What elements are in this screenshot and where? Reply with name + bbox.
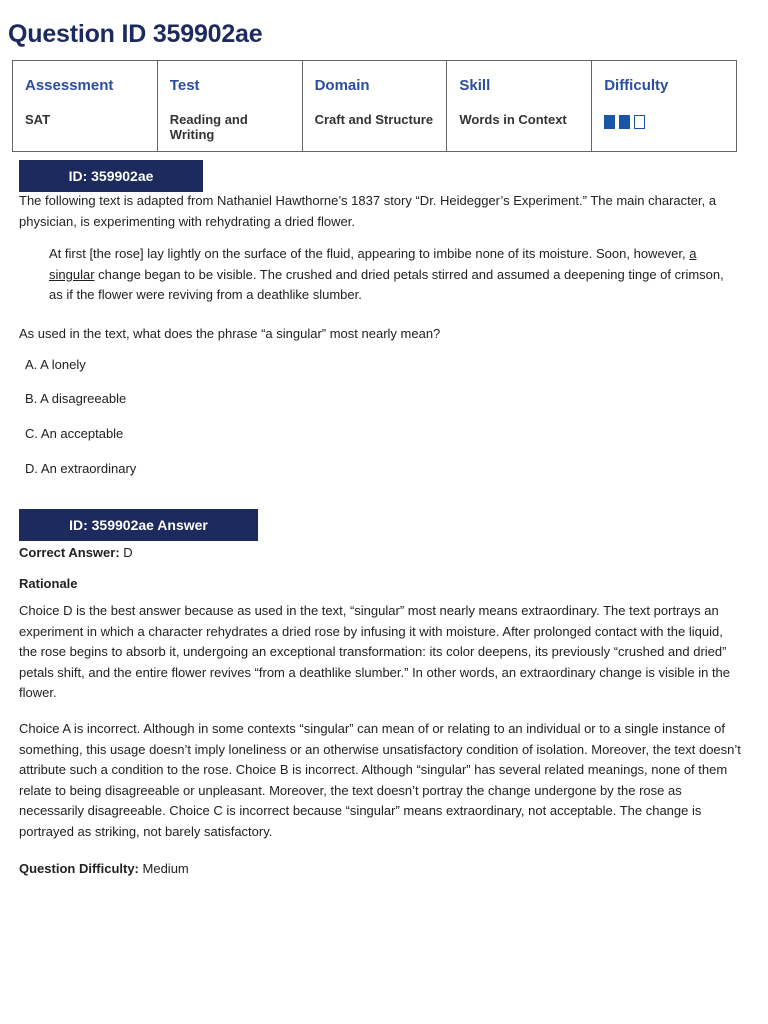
meta-header-difficulty: Difficulty [604,77,669,94]
meta-value-assessment: SAT [25,112,51,127]
question-intro: The following text is adapted from Nathaniel Hawthorne’s 1837 story “Dr. Heidegger’s Experiment.” The main character, a physician, is experimenting with rehydrating a dried flower. [19,193,717,229]
question-difficulty [19,859,741,880]
correct-answer [19,543,741,564]
correct-answer-label: Correct Answer: [19,545,120,560]
rationale-paragraph-2: Choice A is incorrect. Although in some contexts “singular” can mean of or relating to an individual or to a single instance of something, this usage doesn’t imply loneliness or an otherwise unsatisfactory condition of isolation. Moreover, the text doesn’t attribute such a condition to the rose. Choice B is incorrect. Although “singular” has several related meanings, none of them relate to being disagreeable or unpleasant. Moreover, the text doesn’t portray the change undergone by the rose as necessarily disagreeable. Choice C is incorrect because “singular” means extraordinary, not acceptable. The change is portrayed as striking, not barely satisfactory. [19,721,741,839]
meta-header-domain: Domain [314,77,370,94]
meta-value-test: Reading and Writing [169,112,248,142]
question-prompt: As used in the text, what does the phrase “a singular” most nearly mean? [19,326,441,341]
choice-b[interactable]: B. A disagreeable [25,391,127,406]
choice-d[interactable]: D. An extraordinary [25,461,137,476]
passage-quote-underlined: a singular [49,246,697,282]
correct-answer-value: D [123,545,133,560]
answer-id-banner: ID: 359902ae Answer [19,509,258,541]
choice-a[interactable]: A. A lonely [25,357,86,372]
choice-c[interactable]: C. An acceptable [25,426,124,441]
question-difficulty-label: Question Difficulty: [19,861,139,876]
page-title: Question ID 359902ae [8,20,263,48]
meta-header-assessment: Assessment [25,77,114,94]
meta-cell-test [157,61,302,152]
meta-cell-difficulty [592,61,737,152]
meta-value-skill: Words in Context [459,112,567,127]
meta-header-skill: Skill [459,77,491,94]
rationale-heading: Rationale [19,576,78,591]
difficulty-bar-1 [604,115,615,129]
passage-quote [49,244,739,306]
difficulty-bar-2 [619,115,630,129]
difficulty-indicator [604,115,724,129]
difficulty-bar-3 [634,115,645,129]
meta-value-domain: Craft and Structure [314,112,434,127]
rationale-paragraph-1: Choice D is the best answer because as used in the text, “singular” most nearly means extraordinary. The text portrays an experiment in which a character rehydrates a dried rose by infusing it with moisture. After prolonged contact with the liquid, the rose begins to absorb it, undergoing an exceptional transformation: its color deepens, its previously “crushed and dried” petals shift, and the entire flower revives “from a deathlike slumber.” In other words, an extraordinary change is visible in the flower. [19,603,731,700]
meta-cell-assessment [13,61,158,152]
meta-cell-skill [447,61,592,152]
question-id-banner: ID: 359902ae [19,160,203,192]
meta-cell-domain [302,61,447,152]
passage-quote-after: change began to be visible. The crushed and dried petals stirred and assumed a deepening tinge of crimson, as if the flower were reviving from a deathlike slumber. [49,266,724,302]
passage-quote-before: At first [the rose] lay lightly on the surface of the fluid, appearing to imbibe none of its moisture. Soon, however, [49,246,690,261]
meta-header-test: Test [169,77,200,94]
question-meta-table [12,60,737,152]
question-difficulty-value: Medium [142,861,189,876]
